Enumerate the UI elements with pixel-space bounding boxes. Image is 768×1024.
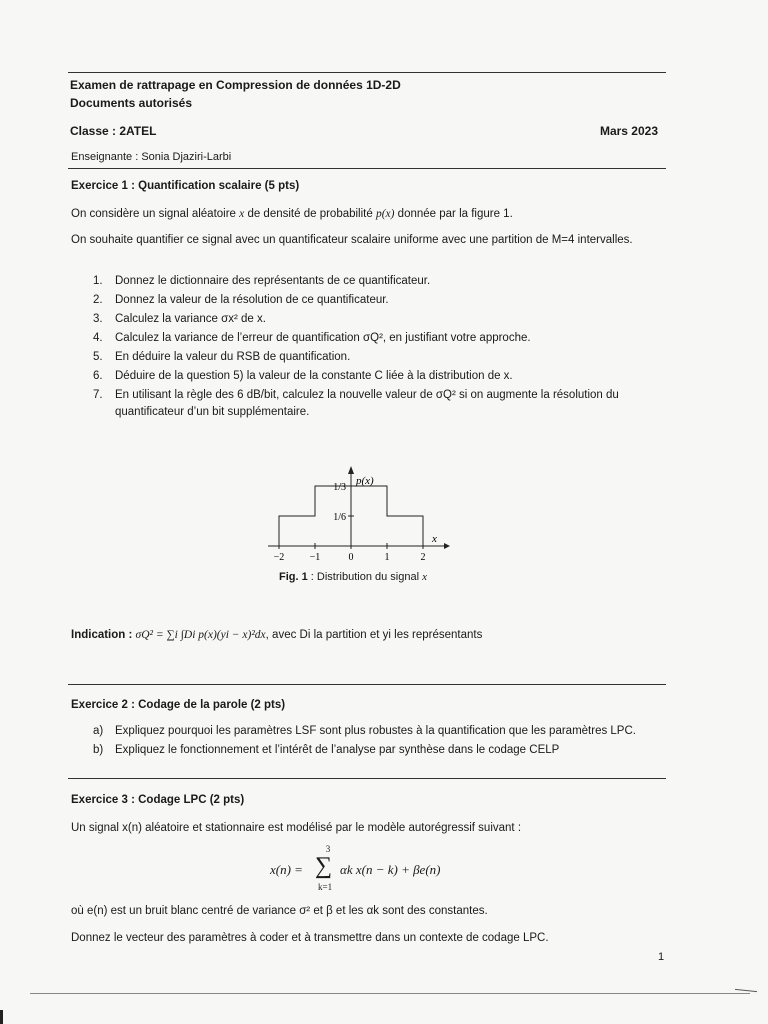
item-number: 5. — [93, 351, 103, 363]
item-text: Déduire de la question 5) la valeur de la constante C liée à la distribution de x. — [115, 370, 513, 382]
class-label: Classe : 2ATEL — [70, 124, 157, 138]
item-number: b) — [93, 744, 104, 756]
scan-mark — [0, 1010, 3, 1024]
caption-label: Fig. 1 — [279, 571, 308, 583]
sum-sign-icon: ∑ — [315, 853, 333, 879]
indication-label: Indication : — [71, 629, 133, 641]
item-text: En utilisant la règle des 6 dB/bit, calculez la nouvelle valeur de σQ² si on augmente la résolution du quantificateur d’un bit supplémentaire. — [115, 389, 619, 418]
figure-caption — [0, 571, 706, 583]
scan-mark — [735, 989, 757, 992]
ex1-p1-text-a: On considère un signal aléatoire — [71, 208, 240, 220]
list-item — [93, 273, 663, 290]
equation-lhs: x(n) = — [270, 862, 303, 877]
item-text: Expliquez le fonctionnement et l’intérêt de l’analyse par synthèse dans le codage CELP — [115, 744, 560, 756]
pdf-figure — [260, 462, 450, 568]
item-number: 6. — [93, 370, 103, 382]
item-text: Expliquez pourquoi les paramètres LSF sont plus robustes à la quantification que les paramètres LPC. — [115, 725, 636, 737]
list-item — [93, 723, 683, 740]
exam-title: Examen de rattrapage en Compression de données 1D-2D — [70, 78, 401, 92]
ex3-rule — [68, 778, 666, 779]
top-rule — [68, 72, 666, 73]
indication-formula: σQ² = ∑i ∫Di p(x)(yi − x)²dx — [135, 629, 266, 641]
teacher-name: Enseignante : Sonia Djaziri-Larbi — [71, 151, 232, 163]
x-tick-label: −2 — [273, 552, 285, 563]
ex3-paragraph-2: où e(n) est un bruit blanc centré de variance σ² et β et les αk sont des constantes. — [71, 905, 488, 917]
ex1-paragraph-2: On souhaite quantifier ce signal avec un quantificateur scalaire uniforme avec une partition de M=4 intervalles. — [71, 234, 633, 246]
x-tick-label: 2 — [420, 552, 426, 563]
exam-date: Mars 2023 — [599, 124, 658, 138]
ex3-title: Exercice 3 : Codage LPC (2 pts) — [71, 794, 245, 806]
equation-rhs: αk x(n − k) + βe(n) — [340, 862, 441, 877]
sum-upper-limit: 3 — [325, 844, 331, 854]
item-text: En déduire la valeur du RSB de quantification. — [115, 351, 351, 363]
ex2-title: Exercice 2 : Codage de la parole (2 pts) — [71, 699, 286, 711]
item-text: Calculez la variance σx² de x. — [115, 313, 266, 325]
x-axis-label: x — [432, 533, 437, 545]
ex3-paragraph-1: Un signal x(n) aléatoire et stationnaire est modélisé par le modèle autorégressif suivant : — [71, 822, 522, 834]
list-item — [93, 368, 663, 385]
indication-text: , avec Di la partition et yi les représentants — [265, 629, 483, 641]
y-tick-label: 1/6 — [333, 511, 346, 523]
indication — [71, 627, 671, 644]
item-number: a) — [93, 725, 104, 737]
page-number: 1 — [658, 951, 665, 963]
list-item — [93, 349, 663, 366]
item-number: 1. — [93, 275, 103, 287]
list-item — [93, 387, 663, 421]
sum-lower-limit: k=1 — [318, 882, 333, 892]
y-axis-arrow — [348, 466, 354, 474]
ex1-question-list — [93, 273, 663, 423]
list-item — [93, 292, 663, 309]
item-number: 3. — [93, 313, 103, 325]
x-tick-label: −1 — [309, 552, 321, 563]
ar-equation — [270, 846, 500, 896]
list-item — [93, 742, 683, 759]
list-item — [93, 330, 663, 347]
y-axis-label: p(x) — [356, 475, 374, 487]
ex1-p1-text-c: donnée par la figure 1. — [394, 208, 513, 220]
ex1-paragraph-1 — [71, 206, 671, 223]
header-rule — [68, 168, 666, 169]
ex1-p1-text-b: de densité de probabilité — [244, 208, 376, 220]
item-number: 2. — [93, 294, 103, 306]
item-text: Donnez la valeur de la résolution de ce quantificateur. — [115, 294, 389, 306]
x-axis-arrow — [444, 543, 450, 549]
ex1-p1-var-x: x — [239, 208, 245, 220]
item-number: 4. — [93, 332, 103, 344]
bottom-rule — [30, 993, 750, 994]
y-tick-label: 1/3 — [333, 482, 346, 494]
item-text: Donnez le dictionnaire des représentants de ce quantificateur. — [115, 275, 431, 287]
list-item — [93, 311, 663, 328]
ex2-question-list — [93, 723, 683, 761]
caption-text: : Distribution du signal — [307, 571, 423, 583]
x-tick-label: 1 — [384, 552, 390, 563]
ex3-paragraph-3: Donnez le vecteur des paramètres à coder et à transmettre dans un contexte de codage LPC. — [71, 932, 549, 944]
item-text: Calculez la variance de l’erreur de quantification σQ², en justifiant votre approche. — [115, 332, 531, 344]
ex2-rule — [68, 684, 666, 685]
item-number: 7. — [93, 389, 103, 401]
caption-var: x — [422, 571, 427, 583]
ex1-p1-var-px: p(x) — [375, 208, 395, 220]
ex1-title: Exercice 1 : Quantification scalaire (5 pts) — [71, 180, 300, 192]
x-tick-label: 0 — [348, 552, 354, 563]
exam-subtitle: Documents autorisés — [70, 96, 193, 110]
